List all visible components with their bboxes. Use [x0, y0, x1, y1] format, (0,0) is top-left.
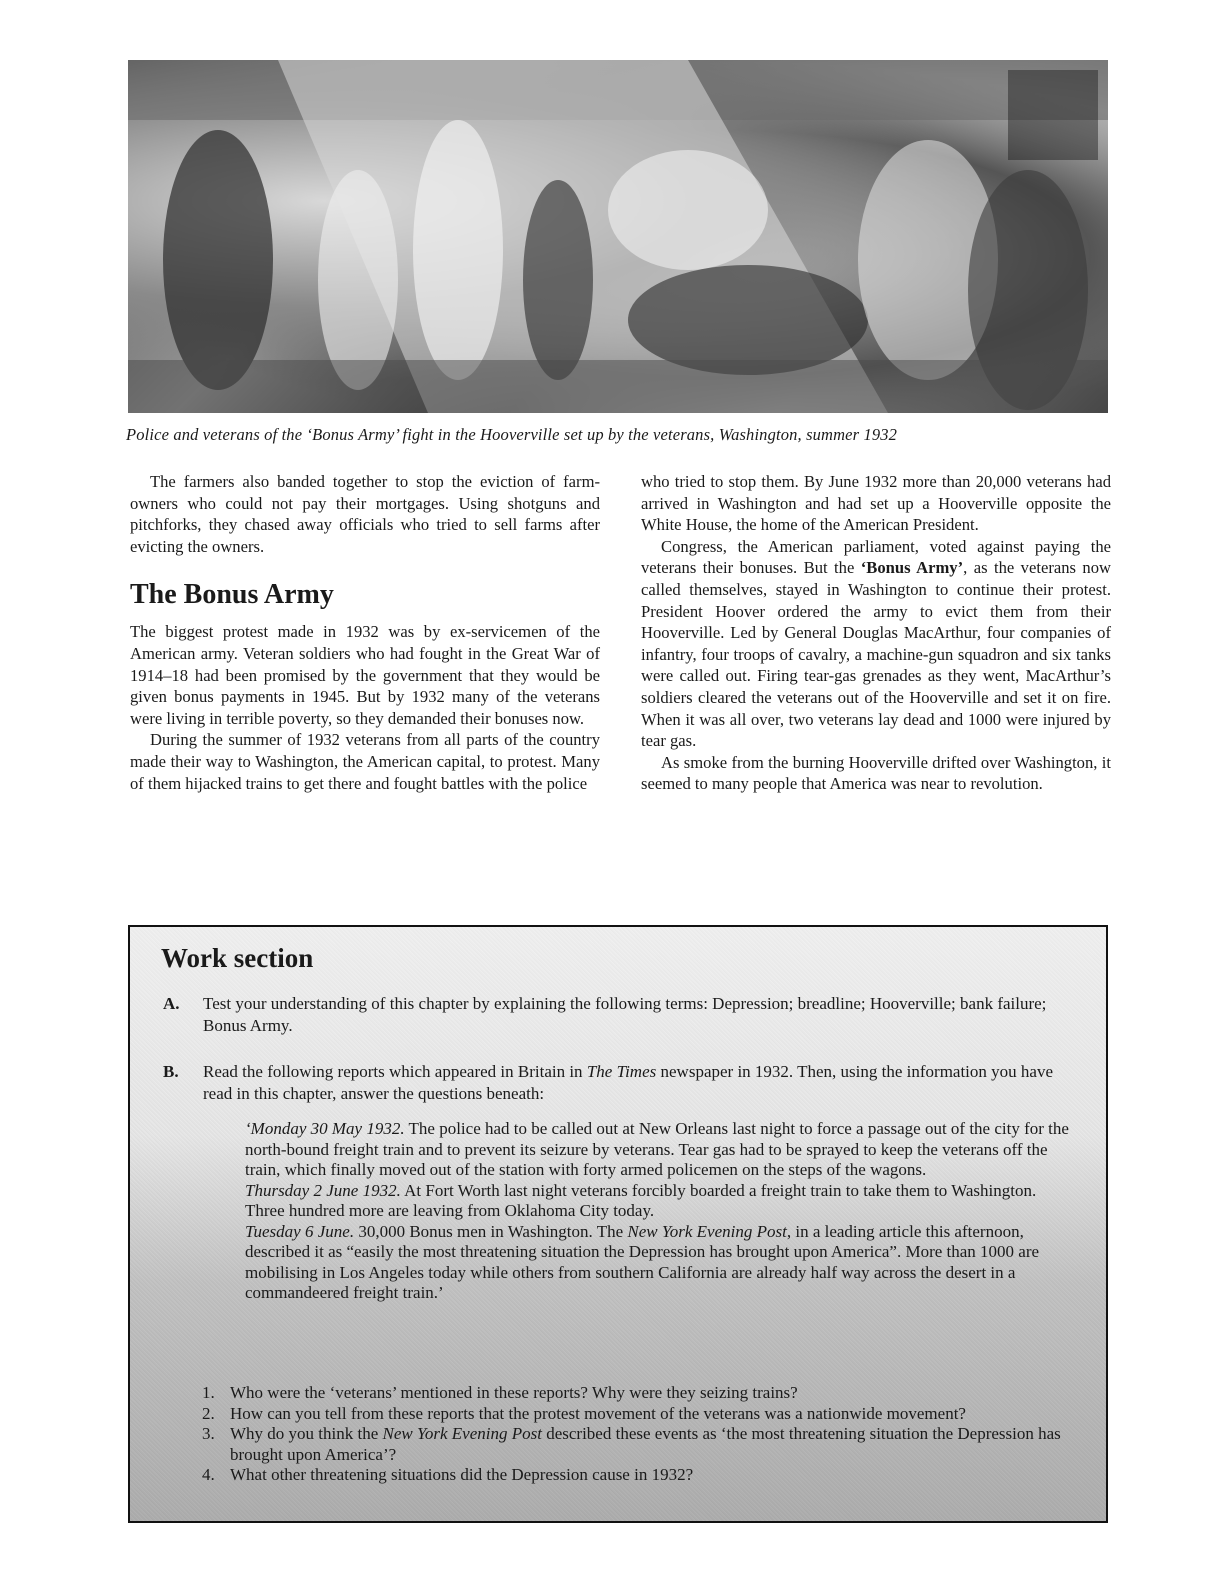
question-1	[202, 1383, 1082, 1404]
exercise-b-label: B.	[163, 1062, 179, 1081]
report-6-june	[245, 1222, 1075, 1304]
question-4-number: 4.	[202, 1465, 215, 1484]
congress-text-a: Congress, the American parliament, voted against paying the veterans their bonuses. But the	[641, 536, 1111, 578]
paragraph-smoke: As smoke from the burning Hooverville drifted over Washington, it seemed to many people that America was near to revolution.	[641, 752, 1111, 794]
report-6-june-text-1: 30,000 Bonus men in Washington. The	[354, 1221, 628, 1241]
work-section-box	[128, 925, 1108, 1523]
section-heading-bonus-army: The Bonus Army	[130, 579, 334, 611]
question-3	[202, 1424, 1082, 1465]
question-4-text: What other threatening situations did the Depression cause in 1932?	[230, 1465, 694, 1484]
bonus-army-term: ‘Bonus Army’	[860, 558, 964, 578]
congress-text-b: , as the veterans now called themselves, stayed in Washington to continue their protest. President Hoover ordered the army to evict them from their Hooverville. Led by General Douglas MacArthur, four companies of infantry, four troops of cavalry, a machine-gun squadron and six tanks were called out. Firing tear-gas grenades as they went, MacArthur’s soldiers cleared the veterans out of the Hooverville and set it on fire. When it was all over, two veterans lay dead and 1000 were injured by tear gas.	[641, 558, 1111, 751]
report-30-may-text: The police had to be called out at New Orleans last night to force a passage out of the city for the north-bound freight train and to prevent its seizure by veterans. Tear gas had to be sprayed to keep the veterans off the train, which finally moved out of the station with forty armed policemen on the steps of the wagons.	[245, 1119, 1069, 1179]
report-30-may-date: ‘Monday 30 May 1932.	[245, 1119, 405, 1138]
report-30-may	[245, 1119, 1075, 1181]
question-1-number: 1.	[202, 1383, 215, 1402]
exercise-b	[163, 1061, 1078, 1104]
question-4	[202, 1465, 1082, 1486]
exercise-a-label: A.	[163, 994, 180, 1013]
paragraph-farmers: The farmers also banded together to stop the eviction of farm-owners who could not pay their mortgages. Using shotguns and pitchforks, they chased away officials who tried to sell farms after evicting the owners.	[130, 472, 600, 556]
exercise-b-text-1: Read the following reports which appeared in Britain in	[203, 1062, 587, 1081]
the-times-title: The Times	[586, 1062, 657, 1081]
report-6-june-text-2: , in a leading article this afternoon, described it as “easily the most threatening situation the Depression has brought upon America”. More than 1000 are mobilising in Los Angeles today while others from southern California are already half way across the desert in a commandeered freight train.’	[245, 1221, 1040, 1302]
question-2	[202, 1404, 1082, 1425]
paragraph-biggest-protest: The biggest protest made in 1932 was by ex-servicemen of the American army. Veteran soldiers who had fought in the Great War of 1914–18 had been promised by the government that they would be given bonus payments in 1945. But by 1932 many of the veterans were living in terrible poverty, so they demanded their bonuses now.	[130, 622, 600, 728]
question-3-text-a: Why do you think the	[230, 1424, 383, 1443]
report-2-june	[245, 1181, 1075, 1222]
question-3-text-b: described these events as ‘the most threatening situation the Depression has brought upon America’?	[230, 1424, 1061, 1464]
paragraph-congress	[641, 536, 1111, 752]
report-2-june-text: At Fort Worth last night veterans forcibly boarded a freight train to take them to Washington. Three hundred more are leaving from Oklahoma City today.	[245, 1180, 1037, 1220]
left-column	[130, 471, 600, 794]
photo-caption: Police and veterans of the ‘Bonus Army’ fight in the Hooverville set up by the veterans, Washington, summer 1932	[126, 425, 898, 444]
exercise-a	[163, 993, 1078, 1036]
question-2-number: 2.	[202, 1403, 215, 1423]
work-section-title: Work section	[161, 943, 314, 973]
report-2-june-date: Thursday 2 June 1932.	[245, 1180, 401, 1200]
question-3-number: 3.	[202, 1424, 215, 1443]
question-3-paper: New York Evening Post	[382, 1424, 542, 1443]
question-2-text: How can you tell from these reports that the protest movement of the veterans was a nationwide movement?	[230, 1403, 966, 1423]
report-6-june-paper: New York Evening Post	[627, 1221, 787, 1241]
right-column	[641, 471, 1111, 795]
photo-scene	[128, 60, 1108, 413]
exercise-b-text-2: newspaper in 1932. Then, using the information you have read in this chapter, answer the questions beneath:	[203, 1062, 1053, 1103]
report-6-june-date: Tuesday 6 June.	[245, 1221, 355, 1241]
paragraph-june-1932: who tried to stop them. By June 1932 more than 20,000 veterans had arrived in Washington and had set up a Hooverville opposite the White House, the home of the American President.	[641, 472, 1111, 535]
exercise-b-text	[203, 1061, 1078, 1104]
exercise-a-text: Test your understanding of this chapter by explaining the following terms: Depression; breadline; Hooverville; bank failure; Bonus Army.	[203, 994, 1047, 1035]
question-list	[202, 1383, 1082, 1486]
paragraph-summer-1932: During the summer of 1932 veterans from all parts of the country made their way to Washington, the American capital, to protest. Many of them hijacked trains to get there and fought battles with the police	[130, 730, 600, 793]
times-reports	[245, 1119, 1075, 1304]
question-1-text: Who were the ‘veterans’ mentioned in these reports? Why were they seizing trains?	[230, 1383, 798, 1402]
bonus-army-photo	[128, 60, 1108, 413]
